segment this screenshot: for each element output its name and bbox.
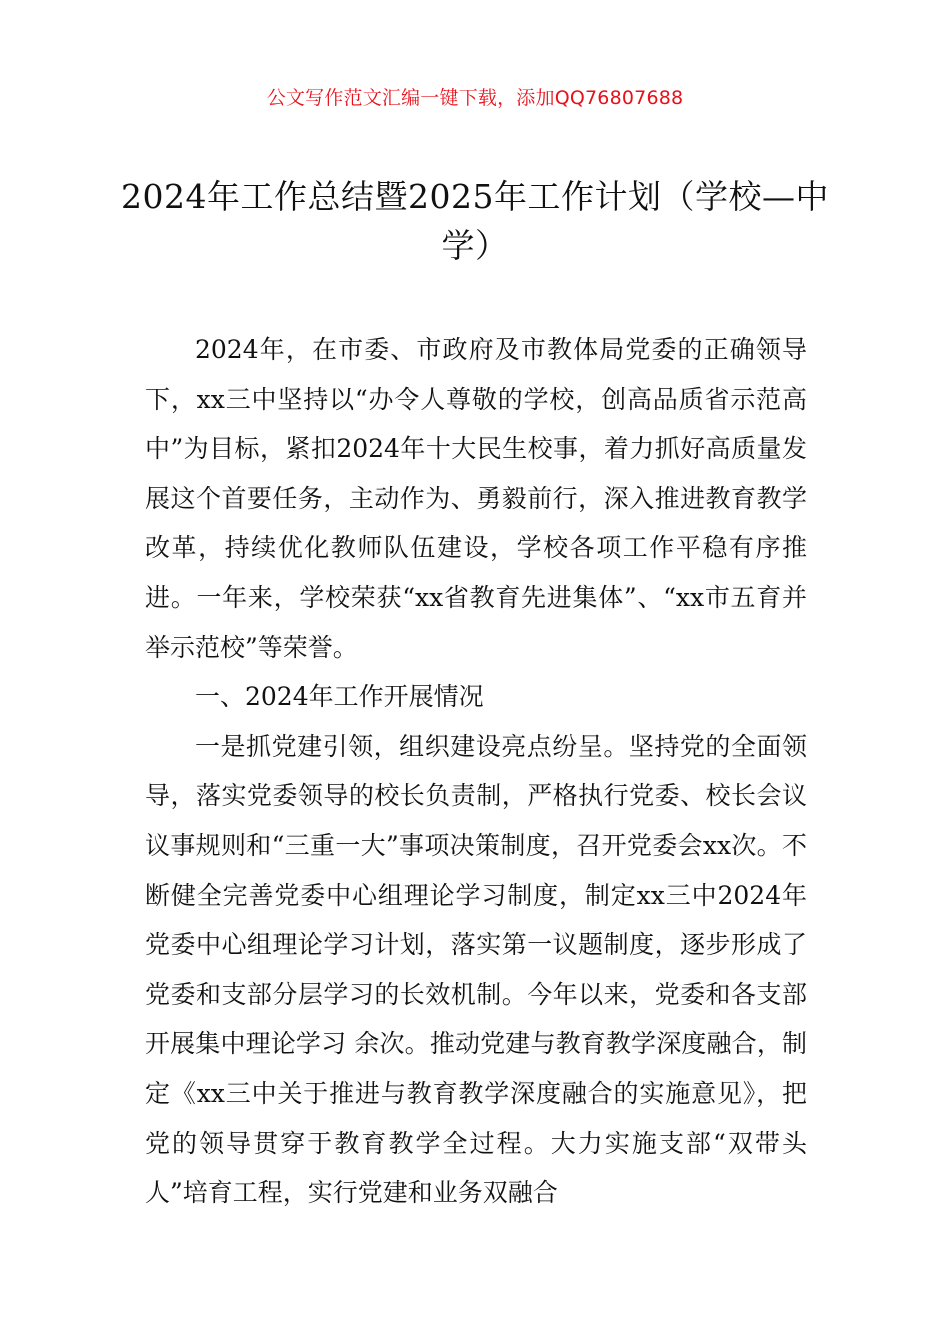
intro-paragraph: 2024年，在市委、市政府及市教体局党委的正确领导下，xx三中坚持以“办令人尊敬的学校，创高品质省示范高中”为目标，紧扣2024年十大民生校事，着力抓好高质量发展这个首要任务，主动作为、勇毅前行，深入推进教育教学改革，持续优化教师队伍建设，学校各项工作平稳有序推进。一年来，学校荣获“xx省教育先进集体”、“xx市五育并举示范校”等荣誉。 — [145, 335, 807, 662]
section-heading: 一、2024年工作开展情况 — [195, 682, 484, 712]
download-banner: 公文写作范文汇编一键下载，添加QQ76807688 — [266, 87, 684, 109]
document-body — [145, 325, 807, 1218]
document-title: 2024年工作总结暨2025年工作计划（学校—中学） — [121, 177, 829, 265]
body-paragraph: 一是抓党建引领，组织建设亮点纷呈。坚持党的全面领导，落实党委领导的校长负责制，严格执行党委、校长会议议事规则和“三重一大”事项决策制度，召开党委会xx次。不断健全完善党委中心组理论学习制度，制定xx三中2024年党委中心组理论学习计划，落实第一议题制度，逐步形成了党委和支部分层学习的长效机制。今年以来，党委和各支部开展集中理论学习 余次。推动党建与教育教学深度融合，制定《xx三中关于推进与教育教学深度融合的实施意见》，把党的领导贯穿于教育教学全过程。大力实施支部“双带头人”培育工程，实行党建和业务双融合 — [145, 731, 807, 1208]
